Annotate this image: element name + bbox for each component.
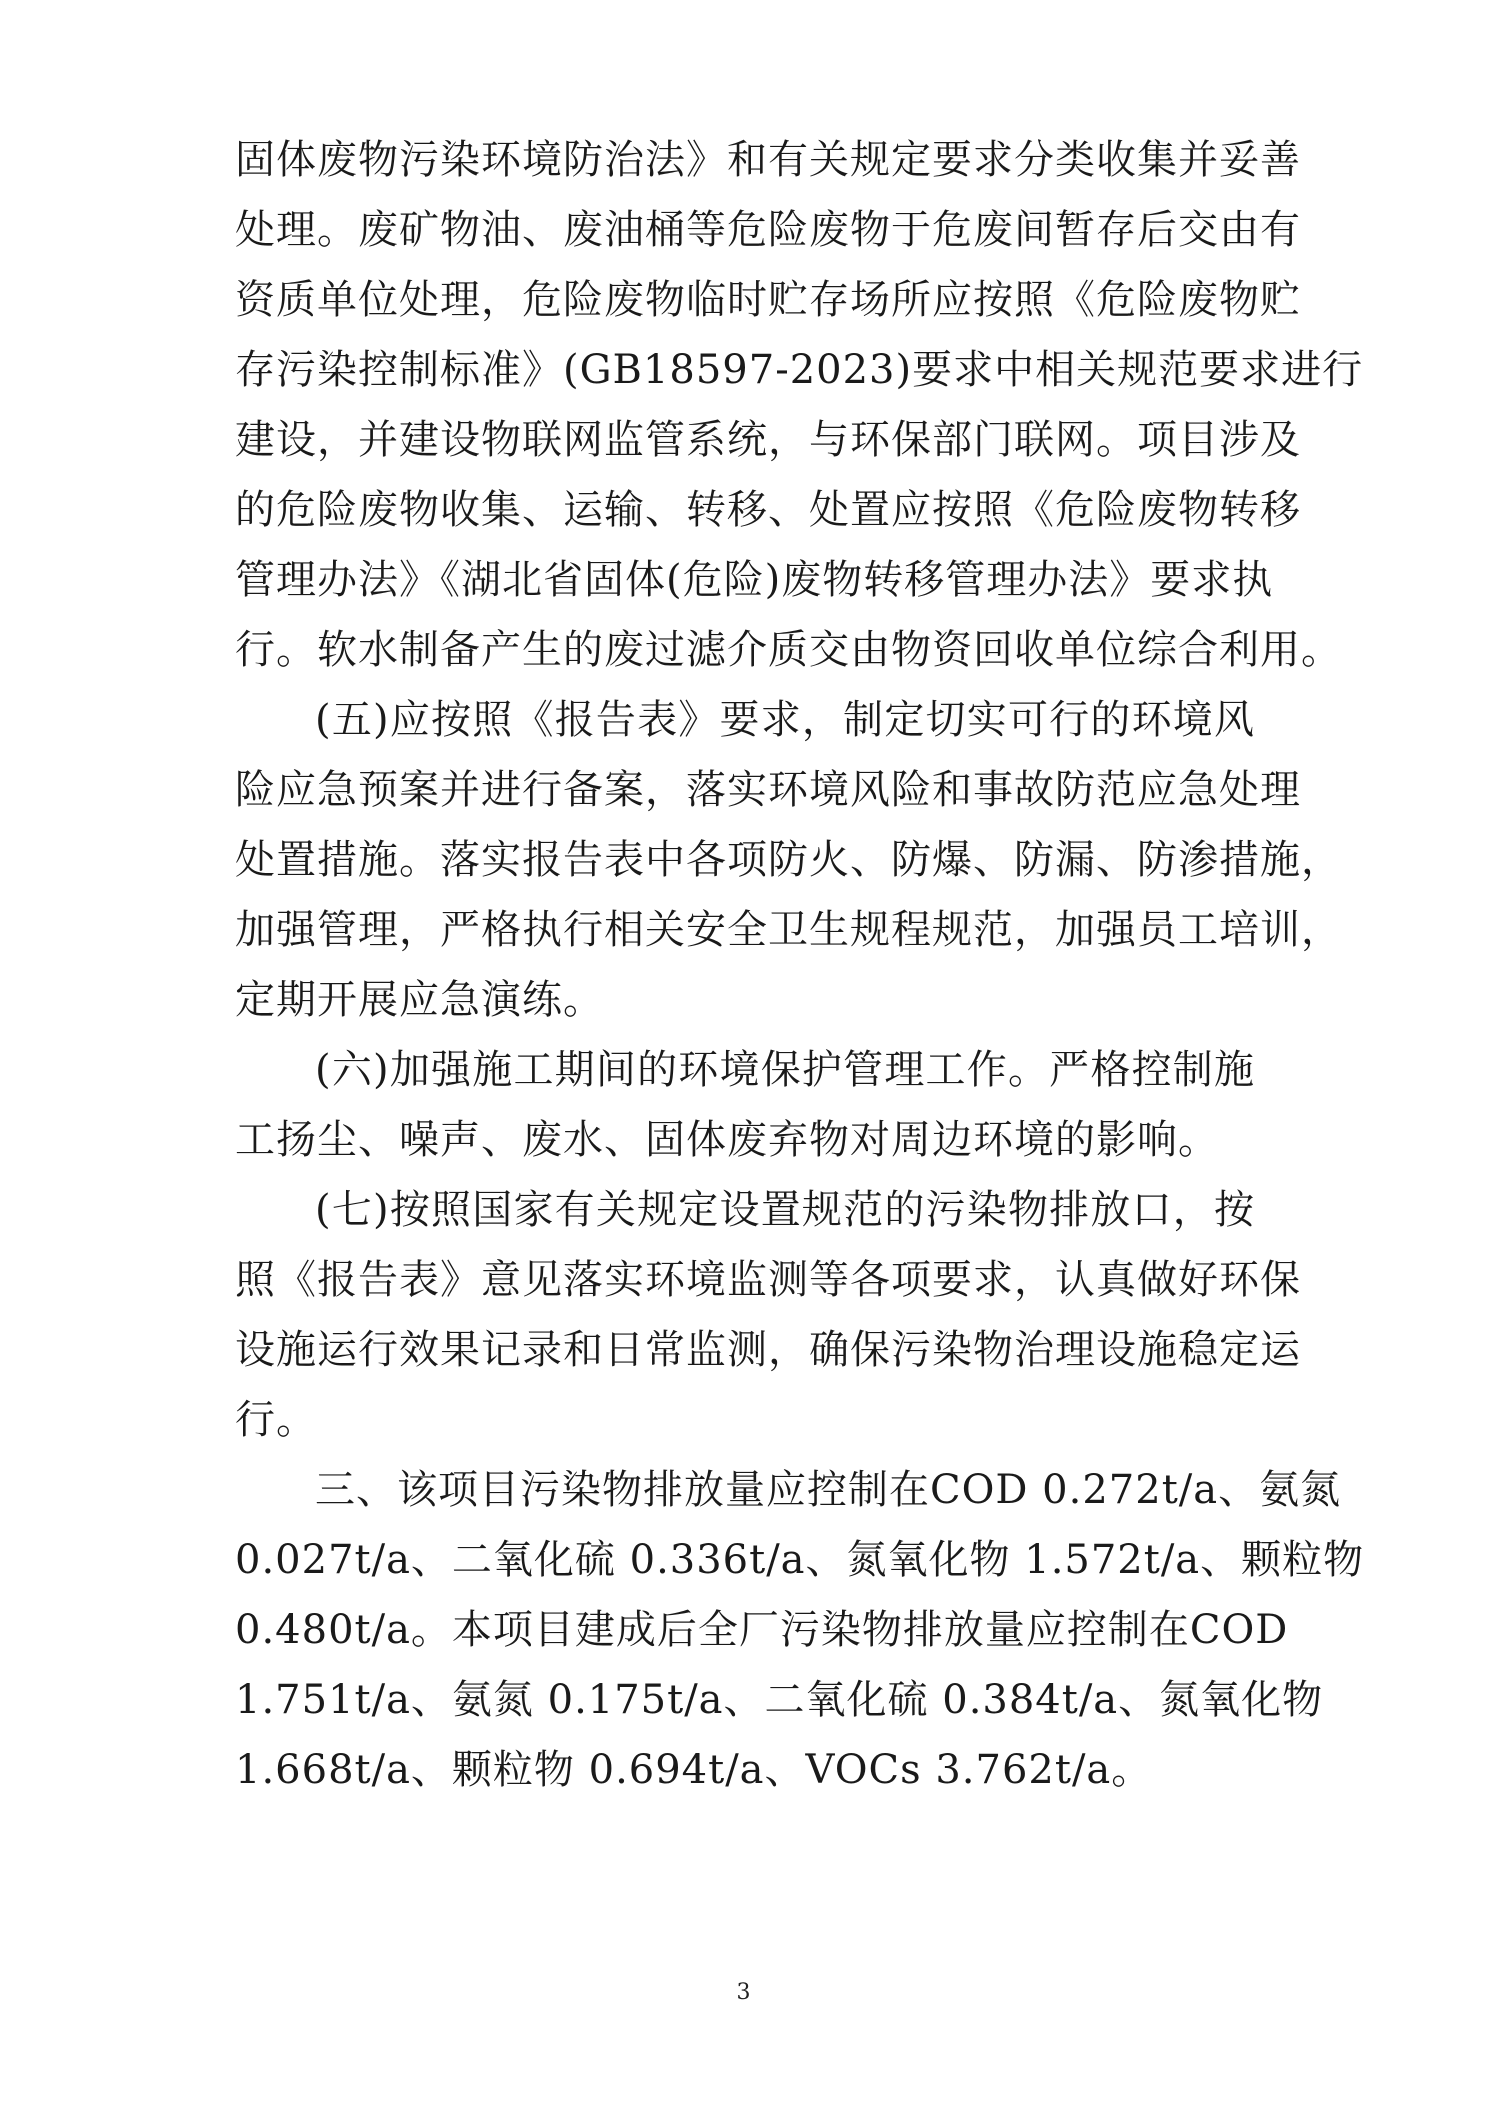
text-line: 加强管理，严格执行相关安全卫生规程规范，加强员工培训， xyxy=(235,907,1342,953)
text-line: 固体废物污染环境防治法》和有关规定要求分类收集并妥善 xyxy=(235,137,1301,183)
text-line: 处置措施。落实报告表中各项防火、防爆、防漏、防渗措施， xyxy=(235,837,1342,883)
text-line: 资质单位处理，危险废物临时贮存场所应按照《危险废物贮 xyxy=(235,277,1301,323)
text-line: 建设，并建设物联网监管系统，与环保部门联网。项目涉及 xyxy=(235,417,1301,463)
text-line: 设施运行效果记录和日常监测，确保污染物治理设施稳定运 xyxy=(235,1327,1301,1373)
text-line: 0.027t/a、二氧化硫 0.336t/a、氮氧化物 1.572t/a、颗粒物 xyxy=(235,1537,1365,1583)
text-line: 险应急预案并进行备案，落实环境风险和事故防范应急处理 xyxy=(235,767,1301,813)
text-line: (七)按照国家有关规定设置规范的污染物排放口，按 xyxy=(315,1187,1255,1233)
text-line: 定期开展应急演练。 xyxy=(235,977,604,1023)
page-number: 3 xyxy=(736,1980,751,2005)
text-line: 存污染控制标准》(GB18597-2023)要求中相关规范要求进行 xyxy=(235,347,1364,393)
text-line: 工扬尘、噪声、废水、固体废弃物对周边环境的影响。 xyxy=(235,1117,1219,1163)
text-line: 处理。废矿物油、废油桶等危险废物于危废间暂存后交由有 xyxy=(235,207,1301,253)
text-line: 的危险废物收集、运输、转移、处置应按照《危险废物转移 xyxy=(235,487,1301,533)
text-line: 0.480t/a。本项目建成后全厂污染物排放量应控制在COD xyxy=(235,1607,1289,1653)
text-line: 1.668t/a、颗粒物 0.694t/a、VOCs 3.762t/a。 xyxy=(235,1747,1153,1793)
text-line: 三、该项目污染物排放量应控制在COD 0.272t/a、氨氮 xyxy=(315,1467,1342,1513)
text-line: 1.751t/a、氨氮 0.175t/a、二氧化硫 0.384t/a、氮氧化物 xyxy=(235,1677,1324,1723)
text-line: 行。软水制备产生的废过滤介质交由物资回收单位综合利用。 xyxy=(235,627,1342,673)
text-line: (六)加强施工期间的环境保护管理工作。严格控制施 xyxy=(315,1047,1255,1093)
text-line: 照《报告表》意见落实环境监测等各项要求，认真做好环保 xyxy=(235,1257,1301,1303)
text-line: (五)应按照《报告表》要求，制定切实可行的环境风 xyxy=(315,697,1255,743)
text-line: 管理办法》《湖北省固体(危险)废物转移管理办法》要求执 xyxy=(235,557,1274,603)
text-line: 行。 xyxy=(235,1397,317,1443)
